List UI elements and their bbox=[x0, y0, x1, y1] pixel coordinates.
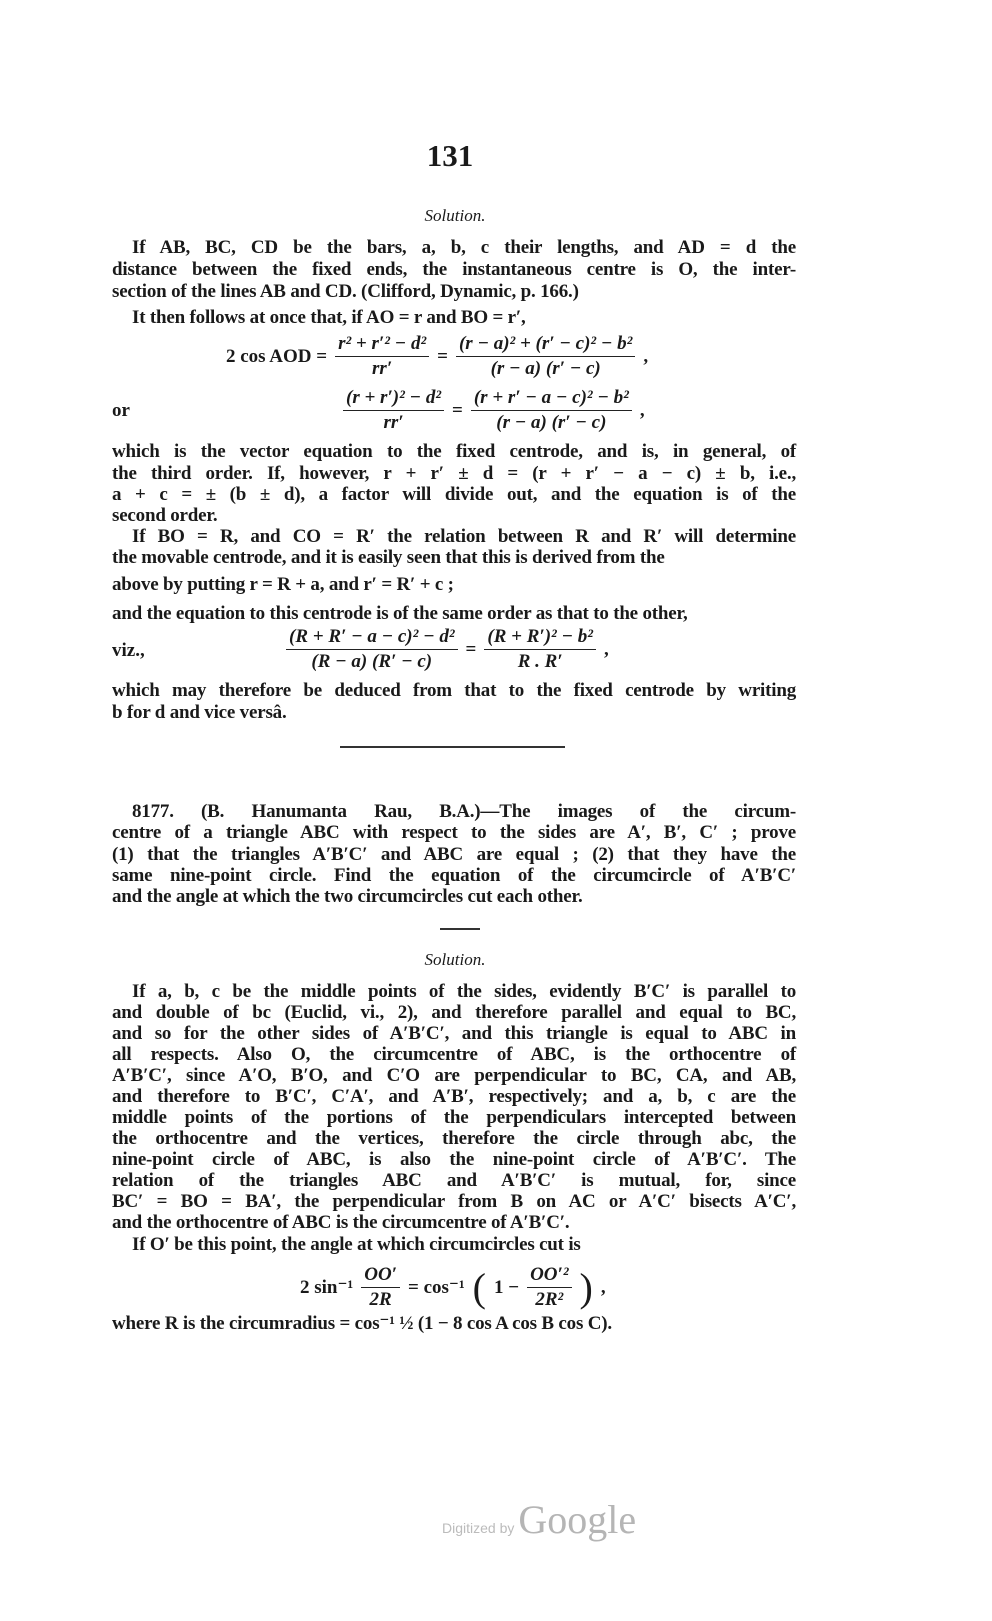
fraction bbox=[456, 333, 635, 380]
denominator: (r − a) (r′ − c) bbox=[496, 412, 607, 433]
denominator: R . R′ bbox=[517, 651, 563, 672]
text-line: It then follows at once that, if AO = r and BO = r′, bbox=[132, 307, 526, 328]
text-line: the third order. If, however, r + r′ ± d = (r + r′ − a − c) ± b, i.e., bbox=[112, 463, 796, 484]
comma: , bbox=[643, 345, 649, 367]
text-line: (1) that the triangles A′B′C′ and ABC are equal ; (2) that they have the bbox=[112, 844, 796, 865]
google-logo: Google bbox=[518, 1497, 637, 1542]
text-line: and double of bc (Euclid, vi., 2), and therefore parallel and equal to BC, bbox=[112, 1002, 796, 1023]
denominator: (R − a) (R′ − c) bbox=[311, 651, 433, 672]
text-line: section of the lines AB and CD. (Clifford, Dynamic, p. 166.) bbox=[112, 281, 579, 302]
equation-movable-centrode bbox=[286, 626, 609, 673]
denominator: rr′ bbox=[383, 412, 404, 433]
fraction bbox=[335, 333, 429, 380]
numerator: (R + R′)² − b² bbox=[484, 626, 596, 650]
text-line: middle points of the portions of the perpendiculars intercepted between bbox=[112, 1107, 796, 1128]
text-line: above by putting r = R + a, and r′ = R′ + c ; bbox=[112, 574, 454, 595]
text-line: relation of the triangles ABC and A′B′C′ is mutual, for, since bbox=[112, 1170, 796, 1191]
text-line: distance between the fixed ends, the instantaneous centre is O, the inter- bbox=[112, 259, 796, 280]
text-line: all respects. Also O, the circumcentre of ABC, is the orthocentre of bbox=[112, 1044, 796, 1065]
short-divider bbox=[440, 928, 480, 930]
equals-cos-inverse: = cos⁻¹ bbox=[408, 1277, 465, 1298]
page-number: 131 bbox=[426, 138, 474, 173]
text-line: If BO = R, and CO = R′ the relation between R and R′ will determine bbox=[132, 526, 796, 547]
equals: = bbox=[437, 345, 448, 367]
solution-heading: Solution. bbox=[424, 950, 486, 969]
numerator: (r − a)² + (r′ − c)² − b² bbox=[456, 333, 635, 357]
text-line: b for d and vice versâ. bbox=[112, 702, 287, 723]
fraction bbox=[343, 387, 444, 434]
text-line: If AB, BC, CD be the bars, a, b, c their lengths, and AD = d the bbox=[132, 237, 796, 258]
text-line: and therefore to B′C′, C′A′, and A′B′, respectively; and a, b, c are the bbox=[112, 1086, 796, 1107]
numerator: OO′ bbox=[361, 1264, 400, 1288]
text-line: the movable centrode, and it is easily seen that this is derived from the bbox=[112, 547, 665, 568]
text-line: and the equation to this centrode is of the same order as that to the other, bbox=[112, 603, 688, 624]
text-line: and the orthocentre of ABC is the circumcentre of A′B′C′. bbox=[112, 1212, 570, 1233]
equation-label-viz: viz., bbox=[112, 640, 145, 661]
equation-angle bbox=[300, 1264, 606, 1311]
text-line: which may therefore be deduced from that to the fixed centrode by writing bbox=[112, 680, 796, 701]
close-paren: ) bbox=[579, 1264, 593, 1310]
equation-label-or: or bbox=[112, 400, 130, 421]
denominator: (r − a) (r′ − c) bbox=[490, 358, 601, 379]
fraction bbox=[471, 387, 632, 434]
equation-lhs: 2 sin⁻¹ bbox=[300, 1277, 354, 1298]
text-line: and so for the other sides of A′B′C′, and this triangle is equal to ABC in bbox=[112, 1023, 796, 1044]
text-line: where R is the circumradius = cos⁻¹ ½ (1 − 8 cos A cos B cos C). bbox=[112, 1313, 612, 1334]
one-minus: 1 − bbox=[493, 1276, 520, 1298]
numerator: r² + r′² − d² bbox=[335, 333, 429, 357]
equation-or bbox=[343, 387, 645, 434]
comma: , bbox=[603, 638, 609, 660]
text-line: and the angle at which the two circumcircles cut each other. bbox=[112, 886, 583, 907]
fraction bbox=[484, 626, 596, 673]
numerator: (r + r′)² − d² bbox=[343, 387, 444, 411]
open-paren: ( bbox=[472, 1264, 486, 1310]
numerator: (r + r′ − a − c)² − b² bbox=[471, 387, 632, 411]
digitized-label: Digitized by bbox=[442, 1520, 515, 1536]
text-line: nine-point circle of ABC, is also the nine-point circle of A′B′C′. The bbox=[112, 1149, 796, 1170]
comma: , bbox=[639, 399, 645, 421]
text-line: If a, b, c be the middle points of the sides, evidently B′C′ is parallel to bbox=[132, 981, 796, 1002]
solution-heading: Solution. bbox=[424, 206, 486, 225]
equals: = bbox=[452, 399, 463, 421]
denominator: 2R bbox=[369, 1289, 392, 1310]
text-line: which is the vector equation to the fixed centrode, and is, in general, of bbox=[112, 441, 796, 462]
fraction bbox=[361, 1264, 400, 1311]
denominator: 2R² bbox=[535, 1289, 564, 1310]
fraction bbox=[527, 1264, 571, 1311]
denominator: rr′ bbox=[372, 358, 393, 379]
equals: = bbox=[465, 638, 477, 660]
equation-lhs: 2 cos AOD = bbox=[226, 345, 328, 367]
text-line: BC′ = BO = BA′, the perpendicular from B on AC or A′C′ bisects A′C′, bbox=[112, 1191, 796, 1212]
numerator: (R + R′ − a − c)² − d² bbox=[286, 626, 458, 650]
text-line: same nine-point circle. Find the equation of the circumcircle of A′B′C′ bbox=[112, 865, 796, 886]
text-line: centre of a triangle ABC with respect to the sides are A′, B′, C′ ; prove bbox=[112, 822, 796, 843]
section-divider bbox=[340, 746, 565, 748]
text-line: a + c = ± (b ± d), a factor will divide out, and the equation is of the bbox=[112, 484, 796, 505]
equation-cos-aod bbox=[226, 333, 648, 380]
comma: , bbox=[600, 1276, 606, 1298]
text-line: the orthocentre and the vertices, therefore the circle through abc, the bbox=[112, 1128, 796, 1149]
text-line: 8177. (B. Hanumanta Rau, B.A.)—The images of the circum- bbox=[132, 801, 796, 822]
text-line: second order. bbox=[112, 505, 218, 526]
text-line: A′B′C′, since A′O, B′O, and C′O are perpendicular to BC, CA, and AB, bbox=[112, 1065, 796, 1086]
digitized-by-google-watermark bbox=[442, 1496, 636, 1543]
numerator: OO′² bbox=[527, 1264, 571, 1288]
text-line: If O′ be this point, the angle at which circumcircles cut is bbox=[132, 1234, 581, 1255]
fraction bbox=[286, 626, 458, 673]
